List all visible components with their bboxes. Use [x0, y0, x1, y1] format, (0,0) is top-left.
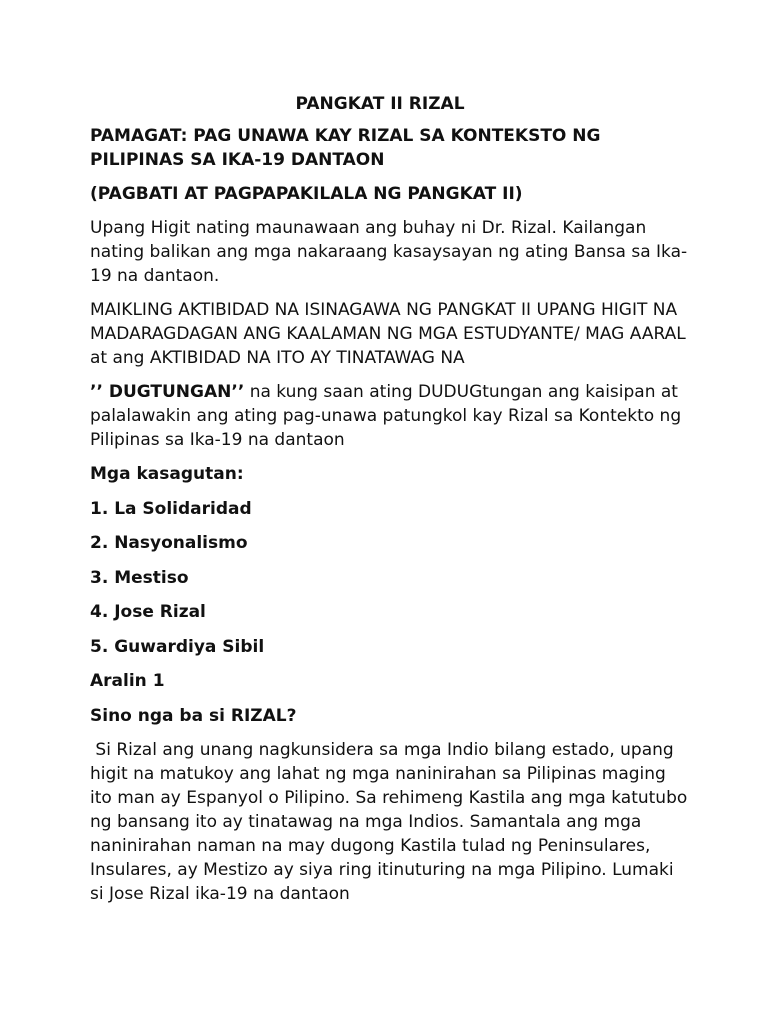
document-page	[90, 92, 693, 916]
answer-item: 4. Jose Rizal	[90, 602, 206, 622]
body-paragraph: Si Rizal ang unang nagkunsidera sa mga Indio bilang estado, upang higit na matukoy ang lahat ng mga naninirahan sa Pilipinas maging ito man ay Espanyol o Pilipino. Sa rehimeng Kastila ang mga katutubo ng bansang ito ay tinatawag na mga Indios. Samantala ang mga naninirahan naman na may dugong Kastila tulad ng Peninsulares, Insulares, ay Mestizo ay siya ring itinuturing na mga Pilipino. Lumaki si Jose Rizal ika-19 na dantaon	[90, 740, 693, 904]
aktibidad-paragraph: MAIKLING AKTIBIDAD NA ISINAGAWA NG PANGKAT II UPANG HIGIT NA MADARAGDAGAN ANG KAALAMAN NG MGA ESTUDYANTE/ MAG AARAL at ang AKTIBIDAD NA ITO AY TINATAWAG NA	[90, 300, 686, 368]
pamagat-heading: PAMAGAT: PAG UNAWA KAY RIZAL SA KONTEKSTO NG PILIPINAS SA IKA-19 DANTAON	[90, 126, 601, 170]
dugtungan-description: na kung saan ating DUDUGtungan ang kaisipan at palalawakin ang ating pag-unawa patungkol kay Rizal sa Kontekto ng Pilipinas sa Ika-19 na dantaon	[90, 382, 682, 450]
dugtungan-term: ’’ DUGTUNGAN’’	[90, 382, 245, 402]
intro-paragraph: Upang Higit nating maunawaan ang buhay ni Dr. Rizal. Kailangan nating balikan ang mga nakaraang kasaysayan ng ating Bansa sa Ika-19 na dantaon.	[90, 218, 688, 286]
document-title: PANGKAT II RIZAL	[295, 94, 465, 114]
aralin-heading: Aralin 1	[90, 671, 165, 691]
dugtungan-paragraph	[90, 380, 690, 452]
answer-item: 5. Guwardiya Sibil	[90, 636, 265, 657]
tanong-heading: Sino nga ba si RIZAL?	[90, 705, 297, 726]
answer-item: 1. La Solidaridad	[90, 498, 252, 519]
answer-item: 3. Mestiso	[90, 567, 189, 588]
kasagutan-heading: Mga kasagutan:	[90, 464, 244, 484]
answer-item: 2. Nasyonalismo	[90, 533, 248, 553]
pagbati-heading: (PAGBATI AT PAGPAPAKILALA NG PANGKAT II)	[90, 184, 523, 204]
